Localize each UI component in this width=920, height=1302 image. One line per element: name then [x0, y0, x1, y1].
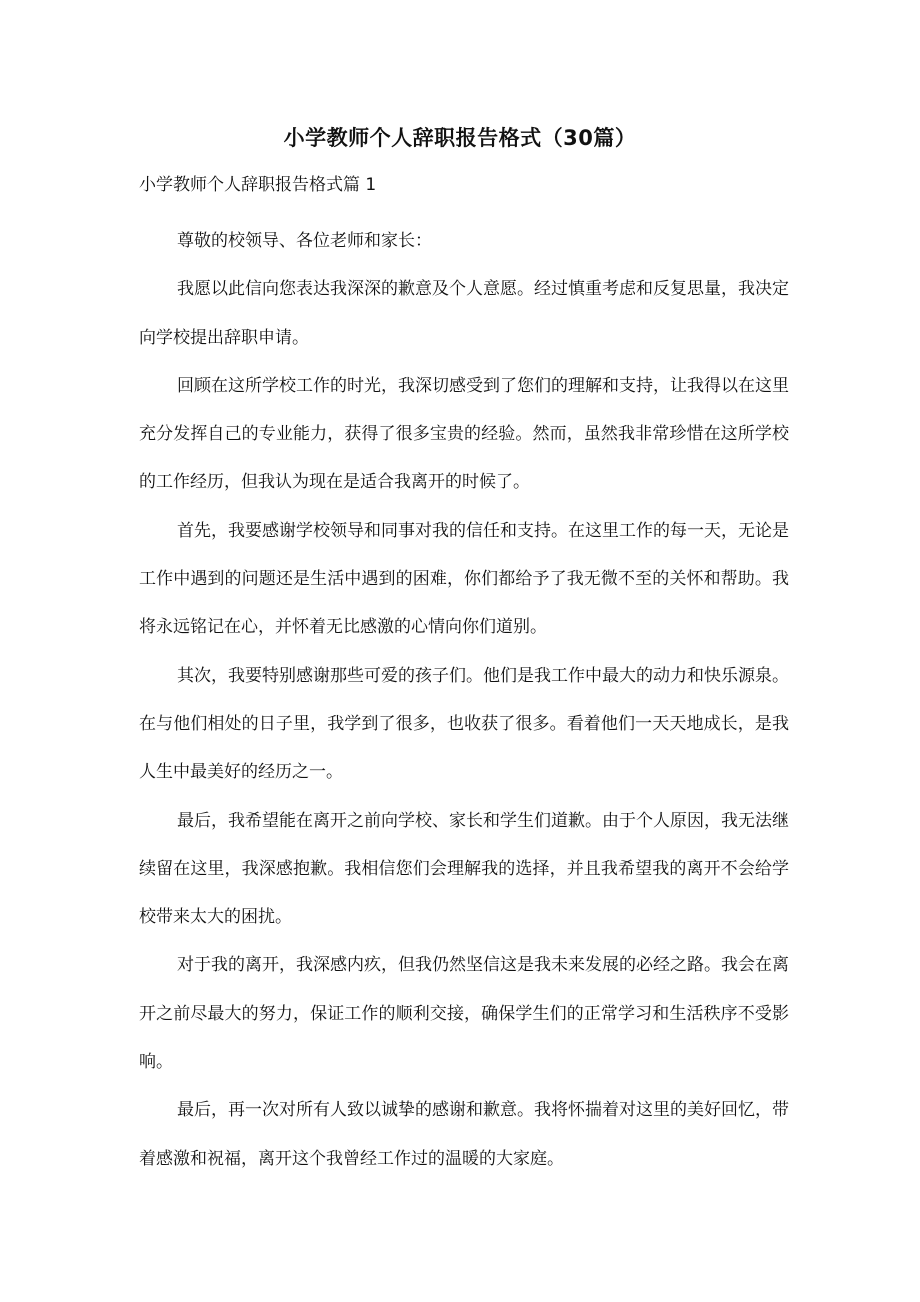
paragraph-salutation: 尊敬的校领导、各位老师和家长： [177, 231, 432, 251]
paragraph: 最后，再一次对所有人致以诚挚的感谢和歉意。我将怀揣着对这里的美好回忆，带着感激和祝福，离开这个我曾经工作过的温暖的大家庭。 [139, 1100, 789, 1169]
paragraph: 对于我的离开，我深感内疚，但我仍然坚信这是我未来发展的必经之路。我会在离开之前尽最大的努力，保证工作的顺利交接，确保学生们的正常学习和生活秩序不受影响。 [139, 955, 789, 1073]
paragraph: 回顾在这所学校工作的时光，我深切感受到了您们的理解和支持，让我得以在这里充分发挥自己的专业能力，获得了很多宝贵的经验。然而，虽然我非常珍惜在这所学校的工作经历，但我认为现在是适合我离开的时候了。 [139, 375, 789, 493]
paragraph: 我愿以此信向您表达我深深的歉意及个人意愿。经过慎重考虑和反复思量，我决定向学校提出辞职申请。 [139, 279, 789, 348]
paragraph: 首先，我要感谢学校领导和同事对我的信任和支持。在这里工作的每一天，无论是工作中遇到的问题还是生活中遇到的困难，你们都给予了我无微不至的关怀和帮助。我将永远铭记在心，并怀着无比感激的心情向你们道别。 [139, 520, 789, 638]
document-body [139, 217, 789, 1183]
paragraph: 最后，我希望能在离开之前向学校、家长和学生们道歉。由于个人原因，我无法继续留在这里，我深感抱歉。我相信您们会理解我的选择，并且我希望我的离开不会给学校带来太大的困扰。 [139, 810, 789, 928]
document-subtitle: 小学教师个人辞职报告格式篇 1 [139, 175, 377, 195]
document-title: 小学教师个人辞职报告格式（30篇） [283, 126, 637, 150]
paragraph: 其次，我要特别感谢那些可爱的孩子们。他们是我工作中最大的动力和快乐源泉。在与他们相处的日子里，我学到了很多，也收获了很多。看着他们一天天地成长，是我人生中最美好的经历之一。 [139, 665, 789, 783]
